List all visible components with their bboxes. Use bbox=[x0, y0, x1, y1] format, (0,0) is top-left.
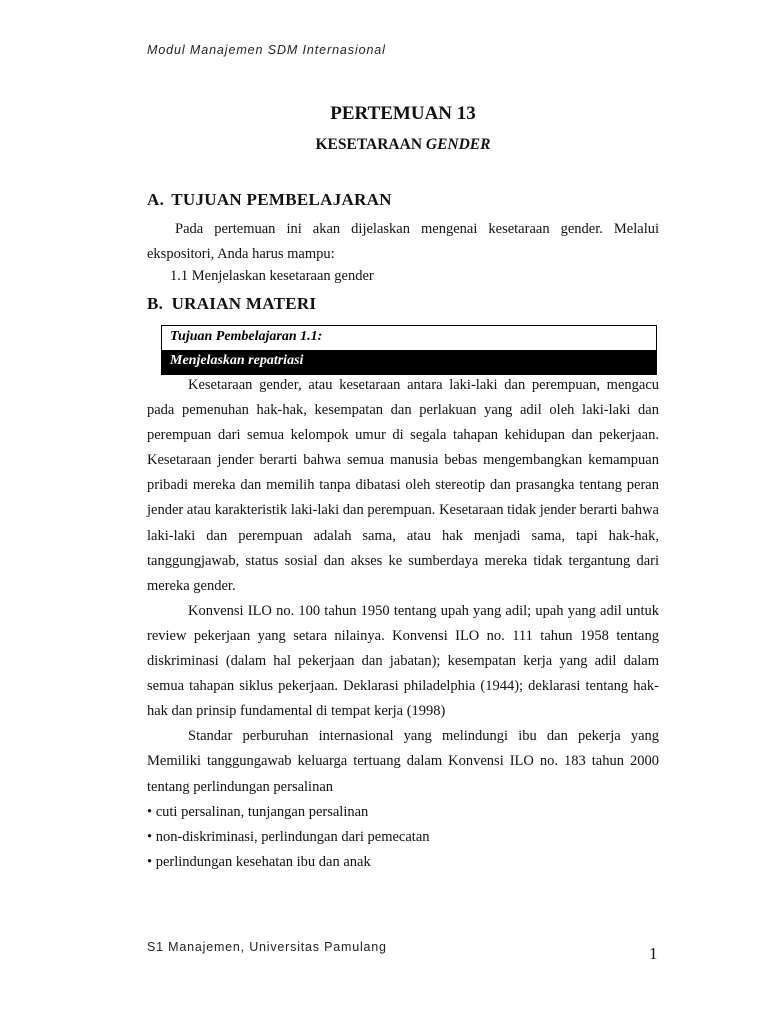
section-a-heading bbox=[147, 190, 392, 210]
body-paragraph-1: Kesetaraan gender, atau kesetaraan antara laki-laki dan perempuan, mengacu pada pemenuhan hak-hak, kesempatan dan perlakuan yang adil oleh laki-laki dan perempuan dari semua kelompok umur di segala tahapan kehidupan dan pekerjaan. Kesetaraan jender berarti bahwa semua manusia bebas mengembangkan kemampuan pribadi mereka dan memilih tanpa dibatasi oleh stereotip dan prasangka tentang peran jender atau karakteristik laki-laki dan perempuan. Kesetaraan tidak jender berarti bahwa laki-laki dan perempuan adalah sama, atau hak menjadi sama, tapi hak-hak, tanggungjawab, status sosial dan akses ke sumberdaya mereka tidak tergantung dari mereka gender. bbox=[147, 377, 659, 594]
bullet-item: • cuti persalinan, tunjangan persalinan bbox=[147, 803, 369, 820]
section-b-title: URAIAN MATERI bbox=[171, 294, 317, 313]
page-number: 1 bbox=[649, 944, 658, 963]
body-paragraph-2: Konvensi ILO no. 100 tahun 1950 tentang upah yang adil; upah yang adil untuk review pekerjaan yang setara nilainya. Konvensi ILO no. 111 tahun 1958 tentang diskriminasi (dalam hal pekerjaan dan jabatan); kesempatan kerja yang adil dalam semua tahapan siklus pekerjaan. Deklarasi philadelphia (1944); deklarasi tentang hak-hak dan prinsip fundamental di tempat kerja (1998) bbox=[147, 602, 659, 720]
bullet-item: • perlindungan kesehatan ibu dan anak bbox=[147, 853, 371, 870]
bullet-item: • non-diskriminasi, perlindungan dari pemecatan bbox=[147, 828, 430, 845]
subtitle-italic: GENDER bbox=[425, 136, 491, 153]
objective-box bbox=[161, 325, 657, 375]
body-paragraph-3: Standar perburuhan internasional yang melindungi ibu dan pekerja yang Memiliki tanggungawab keluarga tertuang dalam Konvensi ILO no. 183 tahun 2000 tentang perlindungan persalinan bbox=[147, 728, 659, 795]
page-subtitle bbox=[147, 136, 659, 154]
objective-item: 1.1 Menjelaskan kesetaraan gender bbox=[170, 268, 374, 284]
section-a-title: TUJUAN PEMBELAJARAN bbox=[171, 190, 392, 209]
running-header: Modul Manajemen SDM Internasional bbox=[147, 43, 386, 57]
page-title: PERTEMUAN 13 bbox=[330, 103, 476, 124]
section-b-body bbox=[147, 373, 659, 875]
section-a-letter: A. bbox=[147, 190, 165, 209]
section-b-heading bbox=[147, 294, 316, 314]
running-footer: S1 Manajemen, Universitas Pamulang bbox=[147, 940, 387, 954]
objective-box-label: Tujuan Pembelajaran 1.1: bbox=[162, 326, 656, 350]
section-b-letter: B. bbox=[147, 294, 164, 313]
objective-box-value: Menjelaskan repatriasi bbox=[162, 350, 656, 374]
subtitle-plain: KESETARAAN bbox=[315, 136, 426, 153]
section-a-intro: Pada pertemuan ini akan dijelaskan mengenai kesetaraan gender. Melalui ekspositori, Anda harus mampu: bbox=[147, 221, 659, 262]
